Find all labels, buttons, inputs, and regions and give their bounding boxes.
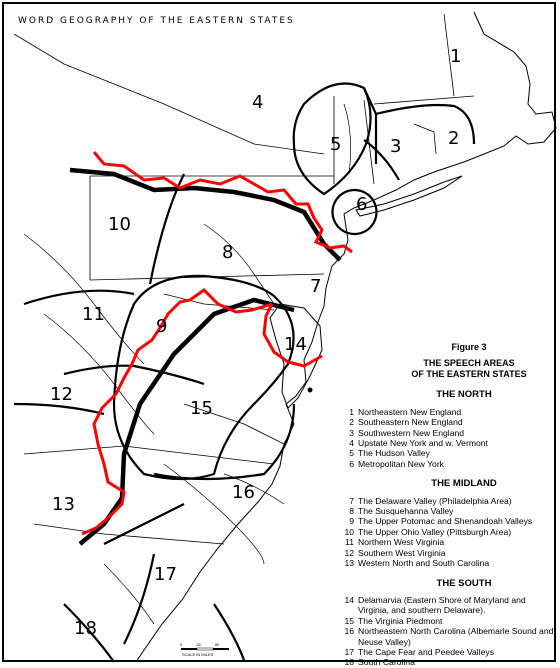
legend-heading: THE MIDLAND — [431, 478, 497, 490]
scale-tick-2: 50 — [214, 642, 220, 647]
legend-item — [340, 647, 558, 657]
legend-item-number: 15 — [344, 615, 354, 626]
region-label-2: 2 — [448, 128, 460, 149]
legend-item — [340, 657, 558, 667]
region-label-17: 17 — [154, 564, 177, 585]
legend-item-text: Southern West Virginia — [358, 547, 446, 558]
legend-item-number: 14 — [344, 594, 354, 605]
region-label-5: 5 — [330, 134, 342, 155]
legend-item — [340, 417, 558, 427]
legend-item-text: Southwestern New England — [358, 427, 465, 438]
legend-item — [340, 626, 558, 647]
legend-item-text: Upstate New York and w. Vermont — [358, 438, 488, 449]
legend-item-number: 4 — [349, 438, 354, 449]
legend-item-text: Delamarvia (Eastern Shore of Maryland and Virginia, and southern Delaware). — [358, 594, 526, 616]
region-label-7: 7 — [310, 276, 322, 297]
figure-title-line-1: THE SPEECH AREAS — [423, 358, 515, 369]
legend-item-number: 3 — [349, 427, 354, 438]
legend-item-number: 17 — [344, 646, 354, 657]
legend-item — [340, 527, 558, 537]
legend-item-number: 10 — [344, 526, 354, 537]
legend-item-text: South Carolina — [358, 657, 415, 668]
legend-item-text: Northeastern New England — [358, 406, 462, 417]
region-label-9: 9 — [156, 316, 168, 337]
legend-item-text: Northeastern North Carolina (Albemarle Sound and Neuse Valley) — [358, 626, 554, 647]
legend-item-text: The Susquehanna Valley — [358, 506, 454, 517]
legend-item-number: 18 — [344, 657, 354, 668]
legend-item — [340, 448, 558, 458]
legend-item-number: 7 — [349, 495, 354, 506]
map-title: WORD GEOGRAPHY OF THE EASTERN STATES — [18, 16, 295, 26]
scale-bar — [180, 642, 250, 657]
legend-item — [340, 558, 558, 568]
legend-item-number: 9 — [349, 516, 354, 527]
legend-item-number: 13 — [344, 558, 354, 569]
legend-item — [340, 595, 558, 616]
scale-tick-1: 25 — [196, 642, 201, 647]
legend-item-text: The Upper Ohio Valley (Pittsburgh Area) — [358, 526, 512, 537]
legend-heading: THE SOUTH — [436, 577, 492, 589]
region-label-15: 15 — [190, 398, 213, 419]
region-label-12: 12 — [50, 384, 73, 405]
region-label-6: 6 — [356, 194, 368, 215]
region-label-14: 14 — [284, 334, 307, 355]
legend-item — [340, 496, 558, 506]
region-label-8: 8 — [222, 242, 234, 263]
legend-item-text: The Upper Potomac and Shenandoah Valleys — [358, 516, 533, 527]
legend-item-text: The Hudson Valley — [358, 448, 430, 459]
legend-heading: THE NORTH — [436, 389, 492, 401]
legend-item — [340, 506, 558, 516]
scale-ticks — [180, 642, 219, 647]
legend-item-number: 1 — [349, 406, 354, 417]
legend-item-number: 12 — [344, 547, 354, 558]
long-island — [356, 176, 462, 216]
legend-item-number: 2 — [349, 417, 354, 428]
legend-item-text: The Virginia Piedmont — [358, 615, 443, 626]
legend — [340, 342, 558, 668]
map-frame — [2, 2, 556, 668]
legend-item — [340, 407, 558, 417]
legend-item — [340, 516, 558, 526]
legend-item-text: Metropolitan New York — [358, 458, 444, 469]
region-label-4: 4 — [252, 92, 264, 113]
region-label-1: 1 — [450, 46, 462, 67]
region-label-16: 16 — [232, 482, 255, 503]
region-label-3: 3 — [390, 136, 402, 157]
legend-item-number: 5 — [349, 448, 354, 459]
legend-item-text: Northern West Virginia — [358, 537, 445, 548]
legend-item — [340, 537, 558, 547]
scale-tick-0: 0 — [180, 642, 183, 647]
legend-item — [340, 438, 558, 448]
figure-label: Figure 3 — [451, 342, 487, 352]
legend-item-number: 6 — [349, 458, 354, 469]
legend-item — [340, 616, 558, 626]
region-label-11: 11 — [82, 304, 105, 325]
region-label-13: 13 — [52, 494, 75, 515]
legend-item-text: The Delaware Valley (Philadelphia Area) — [358, 495, 512, 506]
legend-item-number: 8 — [349, 506, 354, 517]
legend-sections — [340, 390, 558, 667]
figure-title — [380, 358, 558, 380]
legend-item-text: Western North and South Carolina — [358, 558, 490, 569]
region-label-10: 10 — [108, 214, 131, 235]
legend-item — [340, 428, 558, 438]
legend-item — [340, 548, 558, 558]
figure-title-line-2: OF THE EASTERN STATES — [411, 369, 527, 380]
region-label-18: 18 — [74, 618, 97, 639]
legend-item — [340, 459, 558, 469]
scale-label: SCALE IN MILES — [182, 652, 214, 657]
legend-item-number: 11 — [345, 537, 354, 548]
city-dot — [308, 388, 313, 393]
legend-item-number: 16 — [344, 626, 354, 637]
legend-item-text: Southeastern New England — [358, 417, 463, 428]
legend-item-text: The Cape Fear and Peedee Valleys — [358, 646, 494, 657]
